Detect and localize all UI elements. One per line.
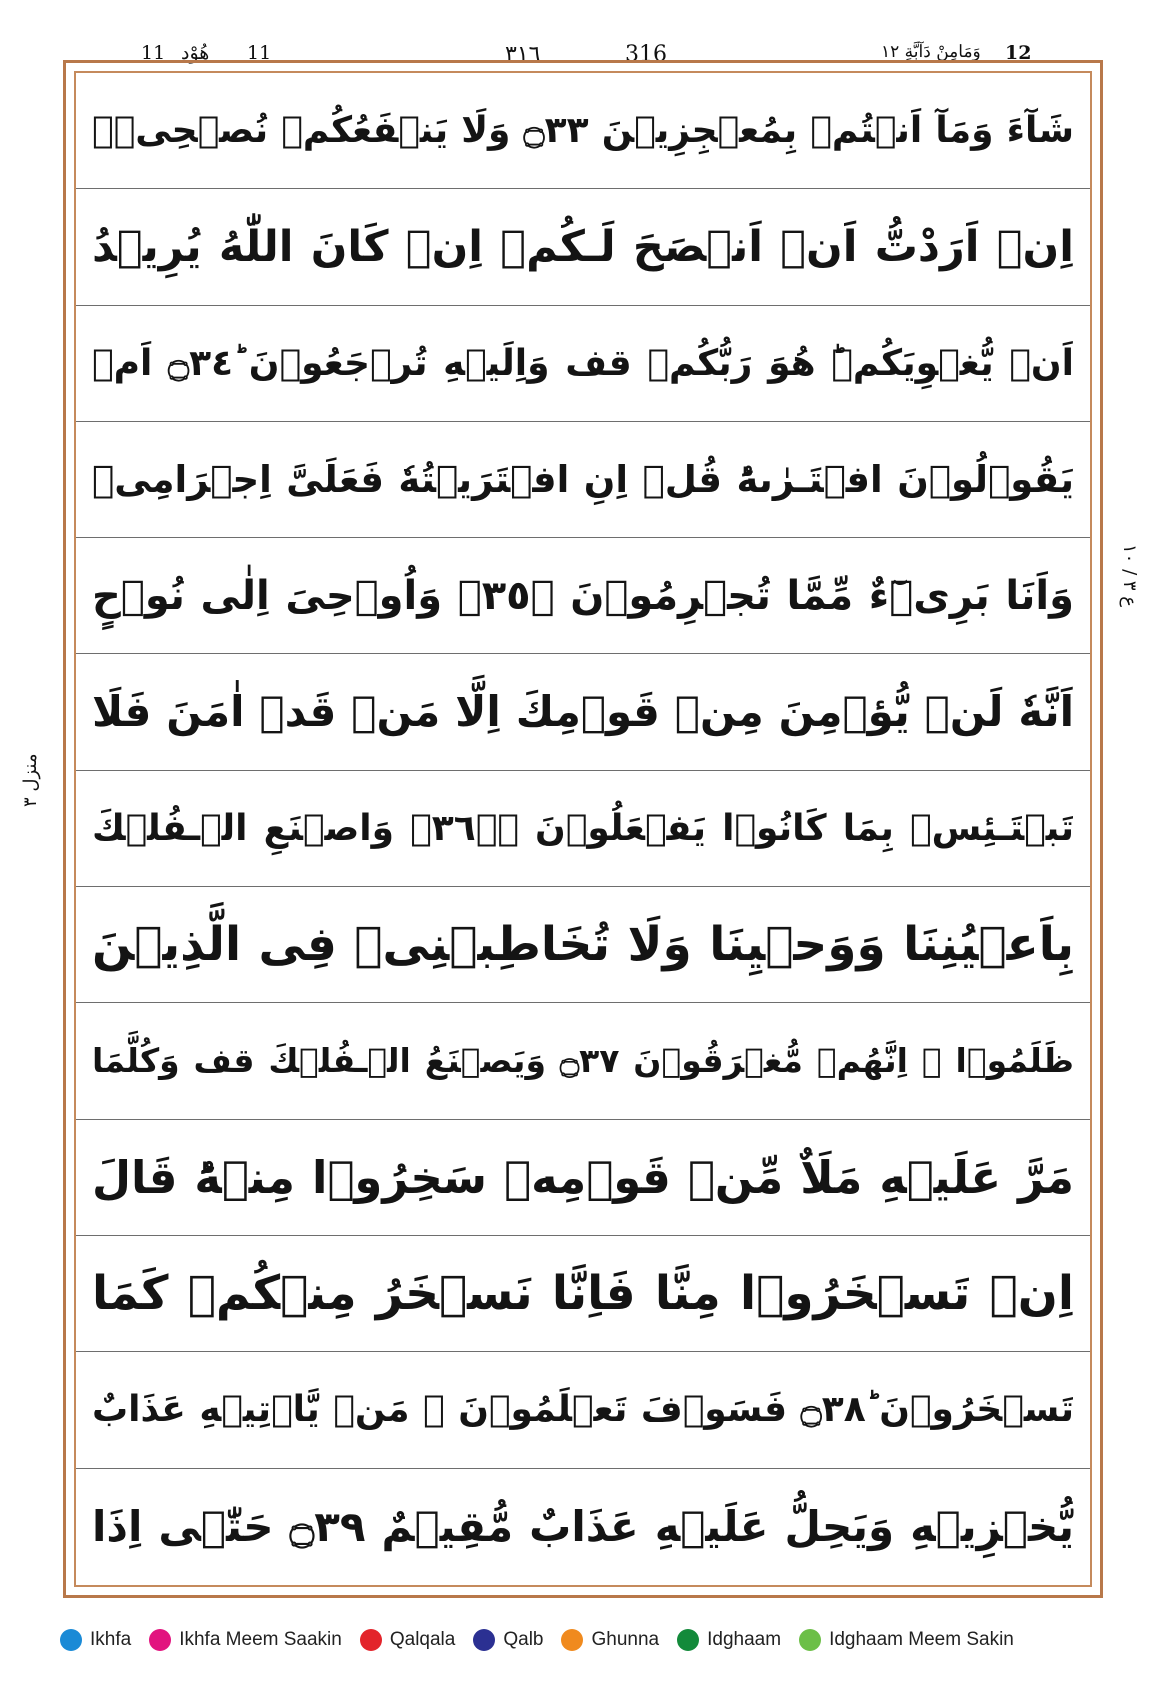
text-line [76,1236,1090,1352]
legend-item-ikhfa-meem-saakin [149,1629,342,1651]
tajweed-legend [60,1625,1032,1655]
legend-dot-idghaam [677,1629,699,1651]
ayah-line-text: اِنۡ اَرَدْتُّ اَنۡ اَنۡصَحَ لَـكُمۡ اِنۡ كَانَ اللّٰهُ يُرِيۡدُ [92,222,1074,273]
legend-label: Ikhfa Meem Saakin [179,1629,342,1650]
header-juz-name: وَمَامِنْ دَآبَّةٍ ١٢ [881,42,981,62]
text-line [76,73,1090,189]
header-surah-number: 11 [247,42,272,64]
ayah-line-text: ظَلَمُوۡا‌ ۚ اِنَّهُمۡ مُّغۡرَقُوۡنَ ۝٣٧ وَيَصۡنَعُ الۡـفُلۡكَ قف وَكُلَّمَا [92,1041,1074,1081]
ayah-line-text: اَنۡ يُّغۡوِيَكُمۡ‌ؕ هُوَ رَبُّكُمۡ قف وَاِلَيۡهِ تُرۡجَعُوۡنَ ۝٣٤ؕ اَمۡ [92,342,1074,384]
text-line [76,887,1090,1003]
legend-item-qalqala [360,1629,456,1651]
legend-item-ikhfa [60,1629,131,1651]
legend-dot-idghaam-meem-sakin [799,1629,821,1651]
text-line [76,1120,1090,1236]
ruku-marker: ع ٣ / ١٠ [1119,543,1140,607]
legend-item-idghaam [677,1629,781,1651]
ayah-line-text: تَسۡخَرُوۡنَ ۝٣٨ؕ فَسَوۡفَ تَعۡلَمُوۡنَ ۙ مَنۡ يَّاۡتِيۡهِ عَذَابٌ [92,1389,1074,1431]
text-line [76,654,1090,770]
header-page-number: 316 [625,42,667,67]
legend-label: Ikhfa [90,1629,132,1650]
ayah-line-text: تَبۡتَـئِسۡ بِمَا كَانُوۡا يَفۡعَلُوۡنَ ۝٣٦ۚۖ وَاصۡنَعِ الۡـفُلۡكَ [92,807,1074,849]
text-line [76,189,1090,305]
text-line [76,306,1090,422]
legend-dot-ikhfa [60,1629,82,1651]
text-line [76,1003,1090,1119]
text-line [76,1352,1090,1468]
ayah-line-text: اَنَّهٗ لَنۡ يُّؤۡمِنَ مِنۡ قَوۡمِكَ اِلَّا مَنۡ قَدۡ اٰمَنَ فَلَا [92,687,1074,737]
legend-item-ghunna [561,1629,659,1651]
ayah-line-text: اِنۡ تَسۡخَرُوۡا مِنَّا فَاِنَّا نَسۡخَرُ مِنۡكُمۡ كَمَا [92,1265,1074,1321]
ayah-line-text: وَاَنَا بَرِىۡٓءٌ مِّمَّا تُجۡرِمُوۡنَ ۝٣٥ؒ وَاُوۡحِىَ اِلٰى نُوۡحٍ [92,573,1075,620]
legend-label: Idghaam Meem Sakin [829,1629,1014,1650]
header-surah-name: هُوْد [181,42,210,64]
header-juz-number-right: 12 [1005,42,1032,64]
legend-label: Qalqala [389,1629,456,1650]
legend-dot-ghunna [561,1629,583,1651]
ayah-line-text: مَرَّ عَلَيۡهِ مَلَاٌ مِّنۡ قَوۡمِهٖ سَخِرُوۡا مِنۡهُ‌ؕ قَالَ [92,1150,1074,1204]
legend-dot-qalb [473,1629,495,1651]
legend-item-qalb [473,1629,543,1651]
header-juz-number-left: 11 [141,42,166,64]
legend-dot-qalqala [360,1629,382,1651]
legend-dot-ikhfa-meem-saakin [149,1629,171,1651]
text-line [76,422,1090,538]
text-line [76,538,1090,654]
text-line [76,1469,1090,1585]
header-page-number-arabic: ٣١٦ [505,42,541,67]
legend-label: Qalb [503,1629,544,1650]
quran-text-block [76,73,1090,1585]
ayah-line-text: شَآءَ وَمَآ اَنۡتُمۡ بِمُعۡجِزِيۡنَ ۝٣٣ وَلَا يَنۡفَعُكُمۡ نُصۡحِىۡۤ [92,110,1074,151]
legend-label: Idghaam [707,1629,782,1650]
ayah-line-text: بِاَعۡيُنِنَا وَوَحۡيِنَا وَلَا تُخَاطِبۡنِىۡ فِى الَّذِيۡنَ [92,917,1074,973]
legend-item-idghaam-meem-sakin [799,1629,1014,1651]
legend-label: Ghunna [591,1629,660,1650]
text-line [76,771,1090,887]
ayah-line-text: يَقُوۡلُوۡنَ افۡتَـرٰٮهُ‌ؕ قُلۡ اِنِ افۡتَرَيۡتُهٗ فَعَلَىَّ اِجۡرَامِىۡ [92,457,1074,501]
ayah-line-text: يُّخۡزِيۡهِ وَيَحِلُّ عَلَيۡهِ عَذَابٌ مُّقِيۡمٌ ۝٣٩ حَتّٰۤى اِذَا [92,1501,1074,1551]
manzil-marker: منزل ٣ [20,753,41,807]
